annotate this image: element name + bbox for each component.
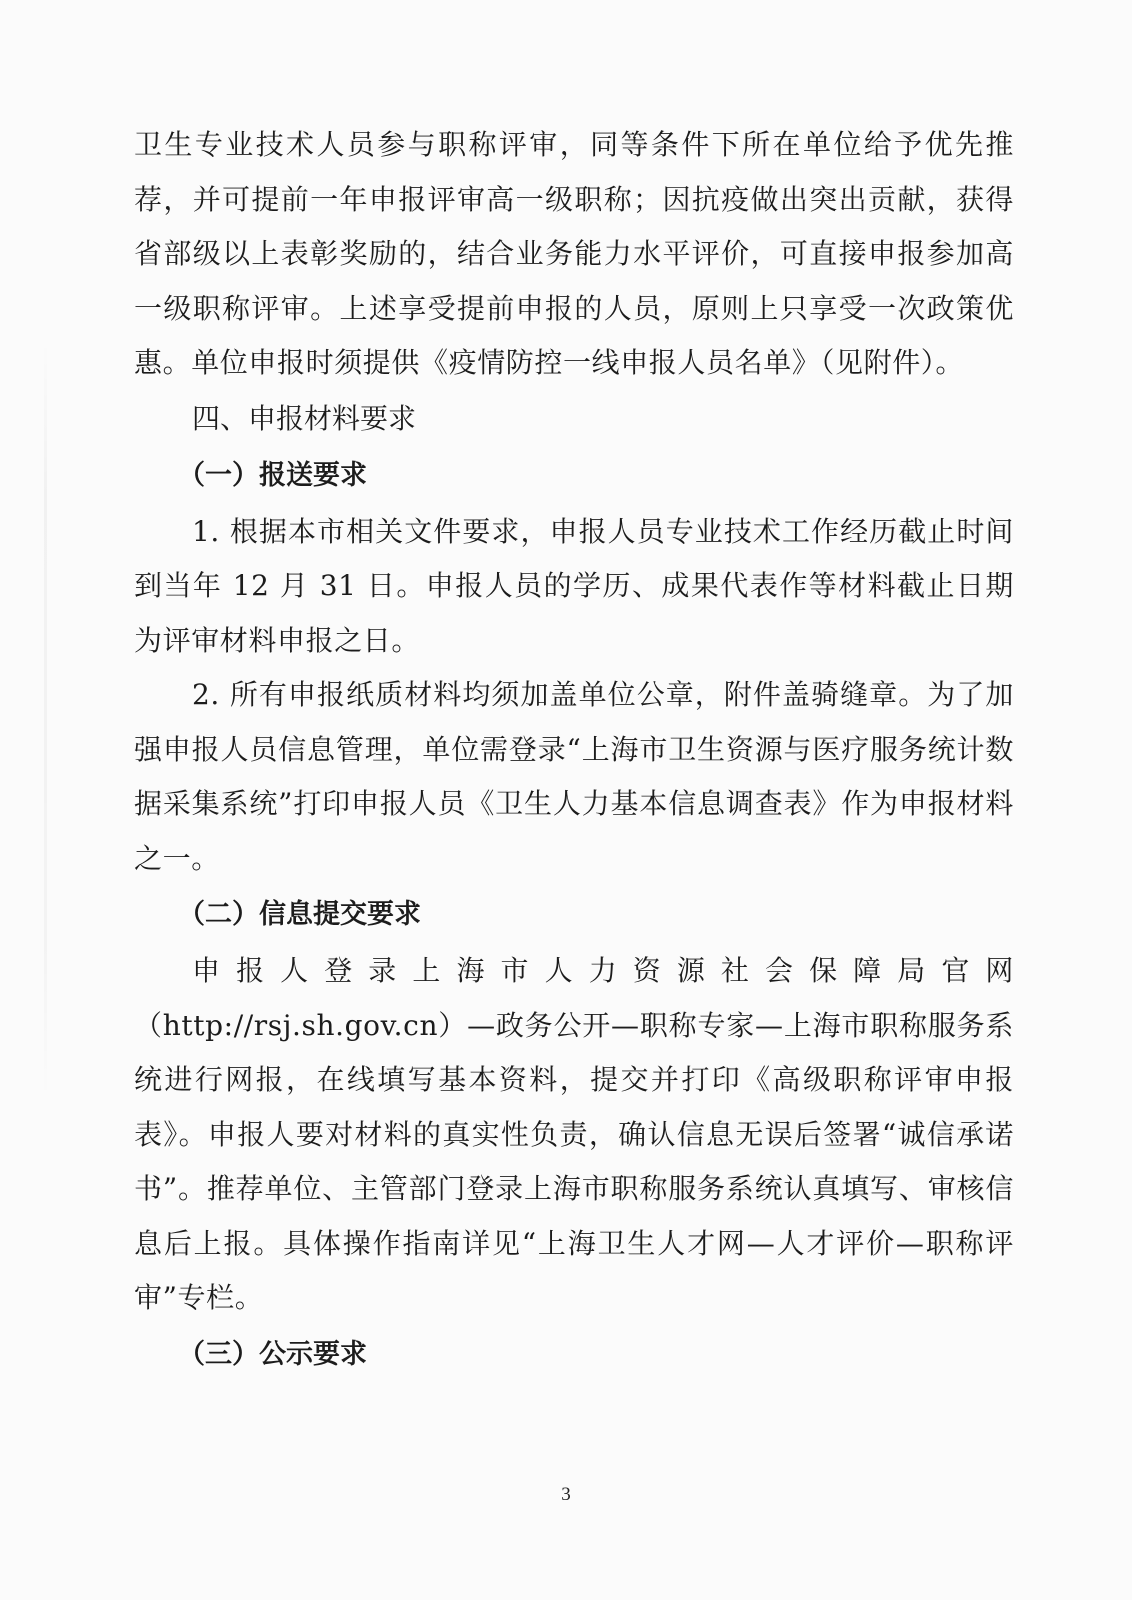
paragraph-online-registration: 申报人登录上海市人力资源社会保障局官网（http://rsj.sh.gov.cn）—政务公开—职称专家—上海市职称服务系统进行网报，在线填写基本资料，提交并打印《高级职称评审申报表》。申报人要对材料的真实性负责，确认信息无误后签署“诚信承诺书”。推荐单位、主管部门登录上海市职称服务系统认真填写、审核信息后上报。具体操作指南详见“上海卫生人才网—人才评价—职称评审”专栏。 — [134, 954, 1014, 1314]
section-heading-materials: 四、申报材料要求 — [192, 401, 417, 435]
subsection-heading-information: （二）信息提交要求 — [178, 899, 421, 930]
scan-fold-mark — [44, 340, 47, 1100]
subsection-heading-publicity: （三）公示要求 — [178, 1338, 367, 1370]
paragraph-preferential-policy: 卫生专业技术人员参与职称评审，同等条件下所在单位给予优先推荐，并可提前一年申报评审高一级职称；因抗疫做出突出贡献，获得省部级以上表彰奖励的，结合业务能力水平评价，可直接申报参加高一级职称评审。上述享受提前申报的人员，原则上只享受一次政策优惠。单位申报时须提供《疫情防控一线申报人员名单》（见附件）。 — [134, 128, 1014, 379]
subsection-heading-submission: （一）报送要求 — [178, 459, 367, 491]
page-number: 3 — [561, 1484, 571, 1505]
paragraph-deadline: 1. 根据本市相关文件要求，申报人员专业技术工作经历截止时间到当年 12 月 31 日。申报人员的学历、成果代表作等材料截止日期为评审材料申报之日。 — [134, 514, 1014, 657]
paragraph-seal-requirement: 2. 所有申报纸质材料均须加盖单位公章，附件盖骑缝章。为了加强申报人员信息管理，单位需登录“上海市卫生资源与医疗服务统计数据采集系统”打印申报人员《卫生人力基本信息调查表》作为申报材料之一。 — [134, 678, 1014, 875]
document-body — [134, 118, 1014, 1384]
